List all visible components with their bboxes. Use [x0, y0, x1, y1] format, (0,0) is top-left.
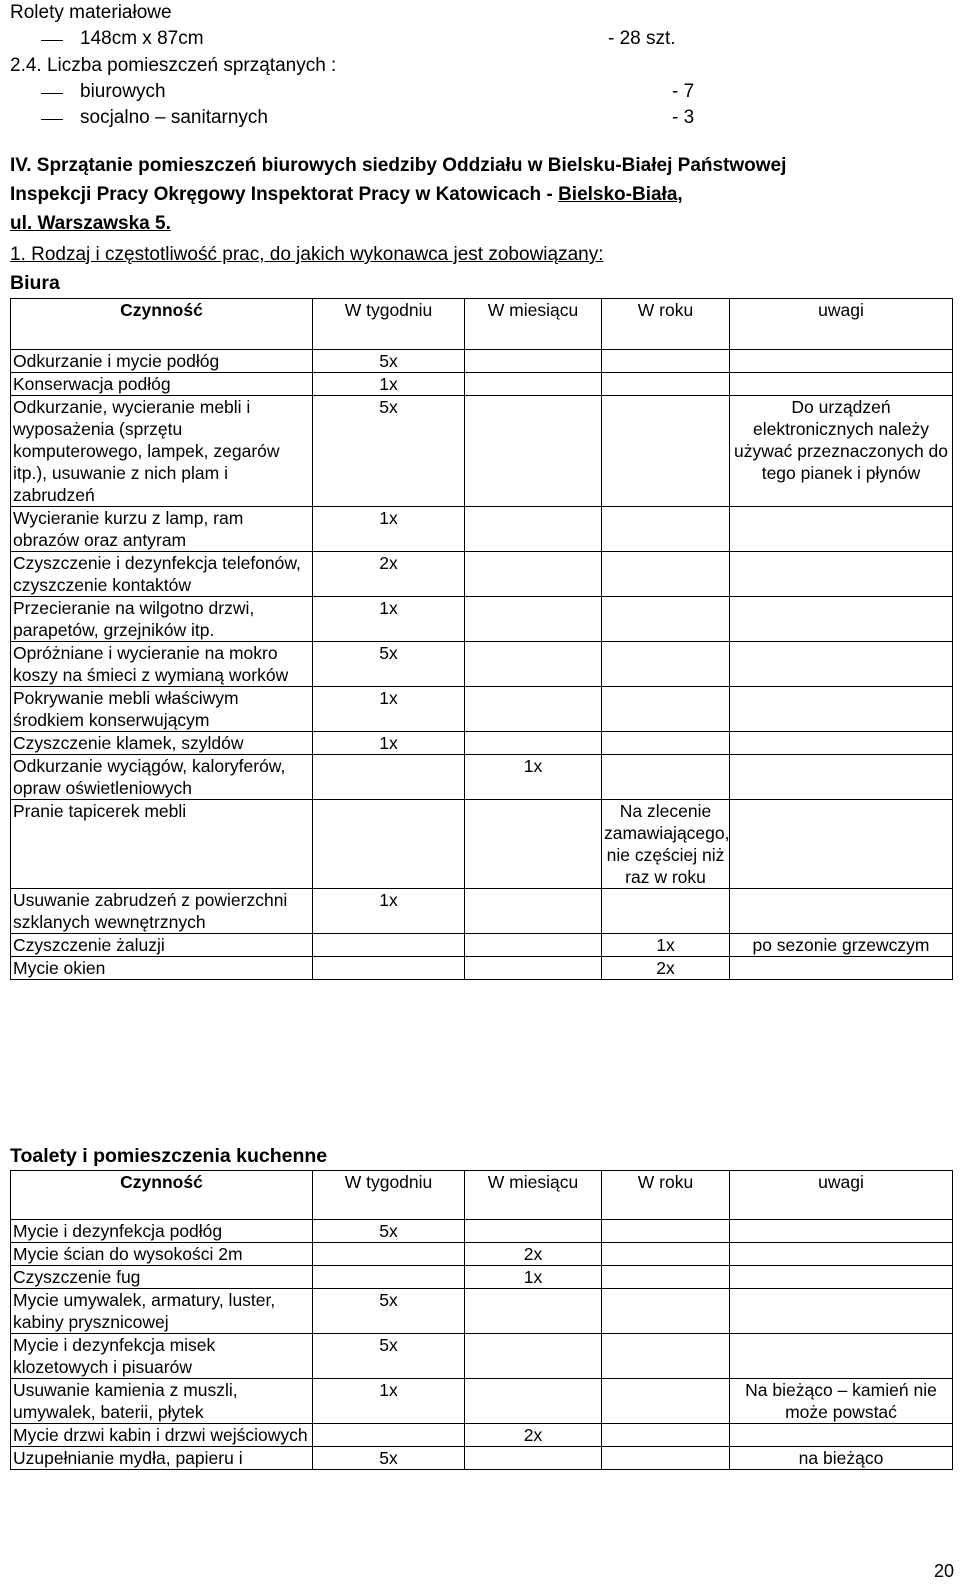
cell-monthly: 2x [465, 1424, 602, 1447]
cell-yearly [602, 1243, 730, 1266]
section-heading-text: Inspekcji Pracy Okręgowy Inspektorat Pracy w Katowicach - [10, 184, 559, 205]
cell-notes [730, 755, 953, 800]
cell-activity: Czyszczenie klamek, szyldów [11, 732, 313, 755]
cell-monthly [465, 507, 602, 552]
cell-notes [730, 1424, 953, 1447]
cell-monthly [465, 1220, 602, 1243]
header-notes: uwagi [730, 1171, 953, 1220]
cell-activity: Odkurzanie i mycie podłóg [11, 350, 313, 373]
cell-monthly [465, 1447, 602, 1470]
cell-monthly [465, 1334, 602, 1379]
cell-notes [730, 732, 953, 755]
cell-weekly: 1x [313, 732, 465, 755]
cell-weekly [313, 800, 465, 889]
header-weekly: W tygodniu [313, 1171, 465, 1220]
cell-activity: Pokrywanie mebli właściwym środkiem konserwującym [11, 687, 313, 732]
table-row [11, 642, 953, 687]
cell-activity: Usuwanie kamienia z muszli, umywalek, baterii, płytek [11, 1379, 313, 1424]
cell-weekly: 5x [313, 1289, 465, 1334]
cell-yearly [602, 552, 730, 597]
cell-notes [730, 1266, 953, 1289]
table-row [11, 1289, 953, 1334]
cell-yearly [602, 1424, 730, 1447]
cell-yearly [602, 732, 730, 755]
cell-weekly: 1x [313, 687, 465, 732]
table-row [11, 1447, 953, 1470]
cell-monthly: 1x [465, 755, 602, 800]
cell-monthly: 2x [465, 1243, 602, 1266]
table-row [11, 396, 953, 507]
cell-notes [730, 1334, 953, 1379]
toilets-table-body [11, 1220, 953, 1470]
cell-monthly [465, 732, 602, 755]
cell-notes [730, 1243, 953, 1266]
table-row [11, 373, 953, 396]
cell-activity: Opróżniane i wycieranie na mokro koszy na śmieci z wymianą worków [11, 642, 313, 687]
cell-yearly [602, 350, 730, 373]
cell-weekly: 5x [313, 1220, 465, 1243]
cell-weekly [313, 755, 465, 800]
cell-yearly [602, 1334, 730, 1379]
cell-yearly: 1x [602, 934, 730, 957]
toilets-table [10, 1170, 953, 1470]
header-weekly: W tygodniu [313, 299, 465, 350]
social-label: socjalno – sanitarnych [80, 107, 268, 128]
cell-notes [730, 552, 953, 597]
page-number: 20 [933, 1561, 954, 1581]
cell-yearly [602, 507, 730, 552]
cell-monthly: 1x [465, 1266, 602, 1289]
cell-yearly [602, 1447, 730, 1470]
cell-yearly [602, 889, 730, 934]
cell-activity: Konserwacja podłóg [11, 373, 313, 396]
cell-yearly [602, 755, 730, 800]
cell-activity: Czyszczenie żaluzji [11, 934, 313, 957]
table-row [11, 957, 953, 980]
cell-activity: Mycie i dezynfekcja misek klozetowych i pisuarów [11, 1334, 313, 1379]
section-heading-line3: ul. Warszawska 5. [10, 213, 171, 234]
cell-yearly [602, 396, 730, 507]
cell-notes [730, 373, 953, 396]
cell-activity: Mycie umywalek, armatury, luster, kabiny prysznicowej [11, 1289, 313, 1334]
cell-monthly [465, 597, 602, 642]
cell-weekly: 5x [313, 1447, 465, 1470]
list-dash [41, 119, 63, 120]
cell-monthly [465, 396, 602, 507]
cell-activity: Czyszczenie fug [11, 1266, 313, 1289]
header-yearly: W roku [602, 1171, 730, 1220]
table-row [11, 350, 953, 373]
table-row [11, 1266, 953, 1289]
cell-notes: Na bieżąco – kamień nie może powstać [730, 1379, 953, 1424]
office-count: - 7 [672, 81, 695, 102]
header-activity: Czynność [11, 1171, 313, 1220]
subsection-heading: 1. Rodzaj i częstotliwość prac, do jakich wykonawca jest zobowiązany: [10, 244, 604, 265]
cell-notes [730, 350, 953, 373]
table-row [11, 1220, 953, 1243]
social-count: - 3 [672, 107, 695, 128]
table-row [11, 1424, 953, 1447]
header-activity: Czynność [11, 299, 313, 350]
cell-weekly: 5x [313, 350, 465, 373]
cell-notes [730, 597, 953, 642]
table-row [11, 597, 953, 642]
cell-yearly: Na zlecenie zamawiającego, nie częściej niż raz w roku [602, 800, 730, 889]
cell-weekly: 5x [313, 396, 465, 507]
cell-monthly [465, 552, 602, 597]
cell-weekly: 1x [313, 889, 465, 934]
rooms-heading: 2.4. Liczba pomieszczeń sprzątanych : [10, 55, 337, 76]
toilets-title: Toalety i pomieszczenia kuchenne [10, 1145, 328, 1167]
cell-notes: Do urządzeń elektronicznych należy używać przeznaczonych do tego pianek i płynów [730, 396, 953, 507]
offices-table-body [11, 350, 953, 980]
section-heading-line1: IV. Sprzątanie pomieszczeń biurowych siedziby Oddziału w Bielsku-Białej Państwowej [10, 155, 787, 176]
cell-weekly: 1x [313, 1379, 465, 1424]
cell-notes [730, 957, 953, 980]
cell-activity: Pranie tapicerek mebli [11, 800, 313, 889]
cell-yearly [602, 642, 730, 687]
cell-monthly [465, 934, 602, 957]
cell-yearly [602, 1289, 730, 1334]
section-heading-city: Bielsko-Biała, [558, 184, 683, 205]
cell-notes [730, 889, 953, 934]
cell-activity: Przecieranie na wilgotno drzwi, parapetów, grzejników itp. [11, 597, 313, 642]
cell-yearly [602, 373, 730, 396]
cell-notes: na bieżąco [730, 1447, 953, 1470]
cell-weekly: 1x [313, 507, 465, 552]
cell-weekly: 1x [313, 597, 465, 642]
offices-title: Biura [10, 272, 60, 294]
cell-activity: Mycie i dezynfekcja podłóg [11, 1220, 313, 1243]
cell-weekly [313, 1266, 465, 1289]
cell-monthly [465, 889, 602, 934]
cell-monthly [465, 800, 602, 889]
section-heading-line2 [10, 184, 683, 206]
cell-yearly: 2x [602, 957, 730, 980]
cell-weekly: 5x [313, 642, 465, 687]
cell-weekly [313, 934, 465, 957]
cell-monthly [465, 373, 602, 396]
cell-notes [730, 687, 953, 732]
cell-weekly: 1x [313, 373, 465, 396]
cell-weekly: 5x [313, 1334, 465, 1379]
cell-notes [730, 642, 953, 687]
cell-activity: Czyszczenie i dezynfekcja telefonów, czyszczenie kontaktów [11, 552, 313, 597]
cell-weekly [313, 1424, 465, 1447]
cell-monthly [465, 957, 602, 980]
cell-activity: Mycie drzwi kabin i drzwi wejściowych [11, 1424, 313, 1447]
cell-notes [730, 1289, 953, 1334]
cell-yearly [602, 597, 730, 642]
list-dash [41, 40, 63, 41]
header-monthly: W miesiącu [465, 1171, 602, 1220]
cell-notes: po sezonie grzewczym [730, 934, 953, 957]
cell-notes [730, 507, 953, 552]
cell-notes [730, 1220, 953, 1243]
cell-monthly [465, 1289, 602, 1334]
cell-yearly [602, 687, 730, 732]
table-row [11, 732, 953, 755]
offices-table [10, 298, 953, 980]
cell-yearly [602, 1220, 730, 1243]
cell-yearly [602, 1266, 730, 1289]
cell-monthly [465, 1379, 602, 1424]
table-row [11, 800, 953, 889]
cell-monthly [465, 350, 602, 373]
rolety-heading: Rolety materiałowe [10, 2, 172, 23]
header-yearly: W roku [602, 299, 730, 350]
header-monthly: W miesiącu [465, 299, 602, 350]
cell-activity: Usuwanie zabrudzeń z powierzchni szklanych wewnętrznych [11, 889, 313, 934]
table-row [11, 507, 953, 552]
table-header-row [11, 1171, 953, 1220]
cell-weekly [313, 957, 465, 980]
cell-activity: Odkurzanie, wycieranie mebli i wyposażenia (sprzętu komputerowego, lampek, zegarów itp.), usuwanie z nich plam i zabrudzeń [11, 396, 313, 507]
list-dash [41, 93, 63, 94]
table-header-row [11, 299, 953, 350]
cell-activity: Mycie ścian do wysokości 2m [11, 1243, 313, 1266]
table-row [11, 889, 953, 934]
table-row [11, 934, 953, 957]
office-label: biurowych [80, 81, 166, 102]
cell-weekly: 2x [313, 552, 465, 597]
cell-notes [730, 800, 953, 889]
cell-activity: Uzupełnianie mydła, papieru i [11, 1447, 313, 1470]
rolety-size: 148cm x 87cm [80, 28, 204, 49]
table-row [11, 552, 953, 597]
table-row [11, 1379, 953, 1424]
table-row [11, 687, 953, 732]
table-row [11, 1334, 953, 1379]
cell-weekly [313, 1243, 465, 1266]
cell-activity: Wycieranie kurzu z lamp, ram obrazów oraz antyram [11, 507, 313, 552]
header-notes: uwagi [730, 299, 953, 350]
rolety-count: - 28 szt. [608, 28, 676, 49]
table-row [11, 755, 953, 800]
cell-monthly [465, 687, 602, 732]
cell-monthly [465, 642, 602, 687]
cell-activity: Odkurzanie wyciągów, kaloryferów, opraw oświetleniowych [11, 755, 313, 800]
table-row [11, 1243, 953, 1266]
cell-activity: Mycie okien [11, 957, 313, 980]
cell-yearly [602, 1379, 730, 1424]
